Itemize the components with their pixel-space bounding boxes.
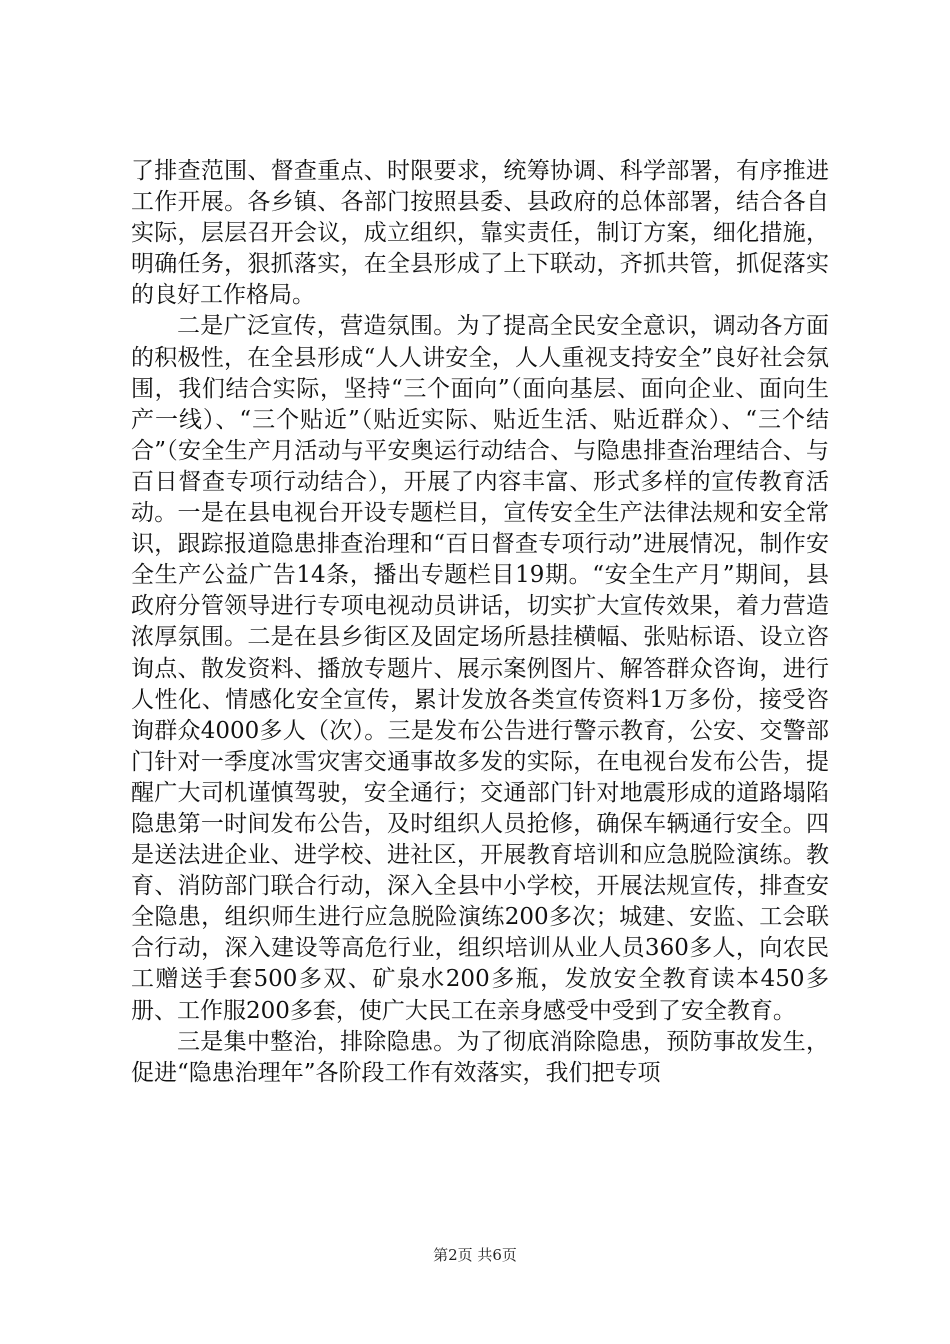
page-number-footer: 第2页 共6页 xyxy=(433,1246,517,1264)
paragraph-publicity: 二是广泛宣传，营造氛围。为了提高全民安全意识，调动各方面的积极性，在全县形成“人人讲安全，人人重视支持安全”良好社会氛围，我们结合实际，坚持“三个面向”（面向基层、面向企业、面向生产一线）、“三个贴近”（贴近实际、贴近生活、贴近群众）、“三个结合”（安全生产月活动与平安奥运行动结合、与隐患排查治理结合、与百日督查专项行动结合），开展了内容丰富、形式多样的宣传教育活动。一是在县电视台开设专题栏目，宣传安全生产法律法规和安全常识，跟踪报道隐患排查治理和“百日督查专项行动”进展情况，制作安全生产公益广告14条，播出专题栏目19期。“安全生产月”期间，县政府分管领导进行专项电视动员讲话，切实扩大宣传效果，着力营造浓厚氛围。二是在县乡街区及固定场所悬挂横幅、张贴标语、设立咨询点、散发资料、播放专题片、展示案例图片、解答群众咨询，进行人性化、情感化安全宣传，累计发放各类宣传资料1万多份，接受咨询群众4000多人（次）。三是发布公告进行警示教育，公安、交警部门针对一季度冰雪灾害交通事故多发的实际，在电视台发布公告，提醒广大司机谨慎驾驶，安全通行；交通部门针对地震形成的道路塌陷隐患第一时间发布公告，及时组织人员抢修，确保车辆通行安全。四是送法进企业、进学校、进社区，开展教育培训和应急脱险演练。教育、消防部门联合行动，深入全县中小学校，开展法规宣传，排查安全隐患，组织师生进行应急脱险演练200多次；城建、安监、工会联合行动，深入建设等高危行业，组织培训从业人员360多人，向农民工赠送手套500多双、矿泉水200多瓶，发放安全教育读本450多册、工作服200多套，使广大民工在亲身感受中受到了安全教育。 xyxy=(131,313,829,1024)
document-body xyxy=(131,156,829,1089)
paragraph-continuation: 了排查范围、督查重点、时限要求，统筹协调、科学部署，有序推进工作开展。各乡镇、各部门按照县委、县政府的总体部署，结合各自实际，层层召开会议，成立组织，靠实责任，制订方案，细化措施，明确任务，狠抓落实，在全县形成了上下联动，齐抓共管，抓促落实的良好工作格局。 xyxy=(131,158,829,309)
paragraph-rectification: 三是集中整治，排除隐患。为了彻底消除隐患，预防事故发生，促进“隐患治理年”各阶段工作有效落实，我们把专项 xyxy=(131,1028,829,1086)
